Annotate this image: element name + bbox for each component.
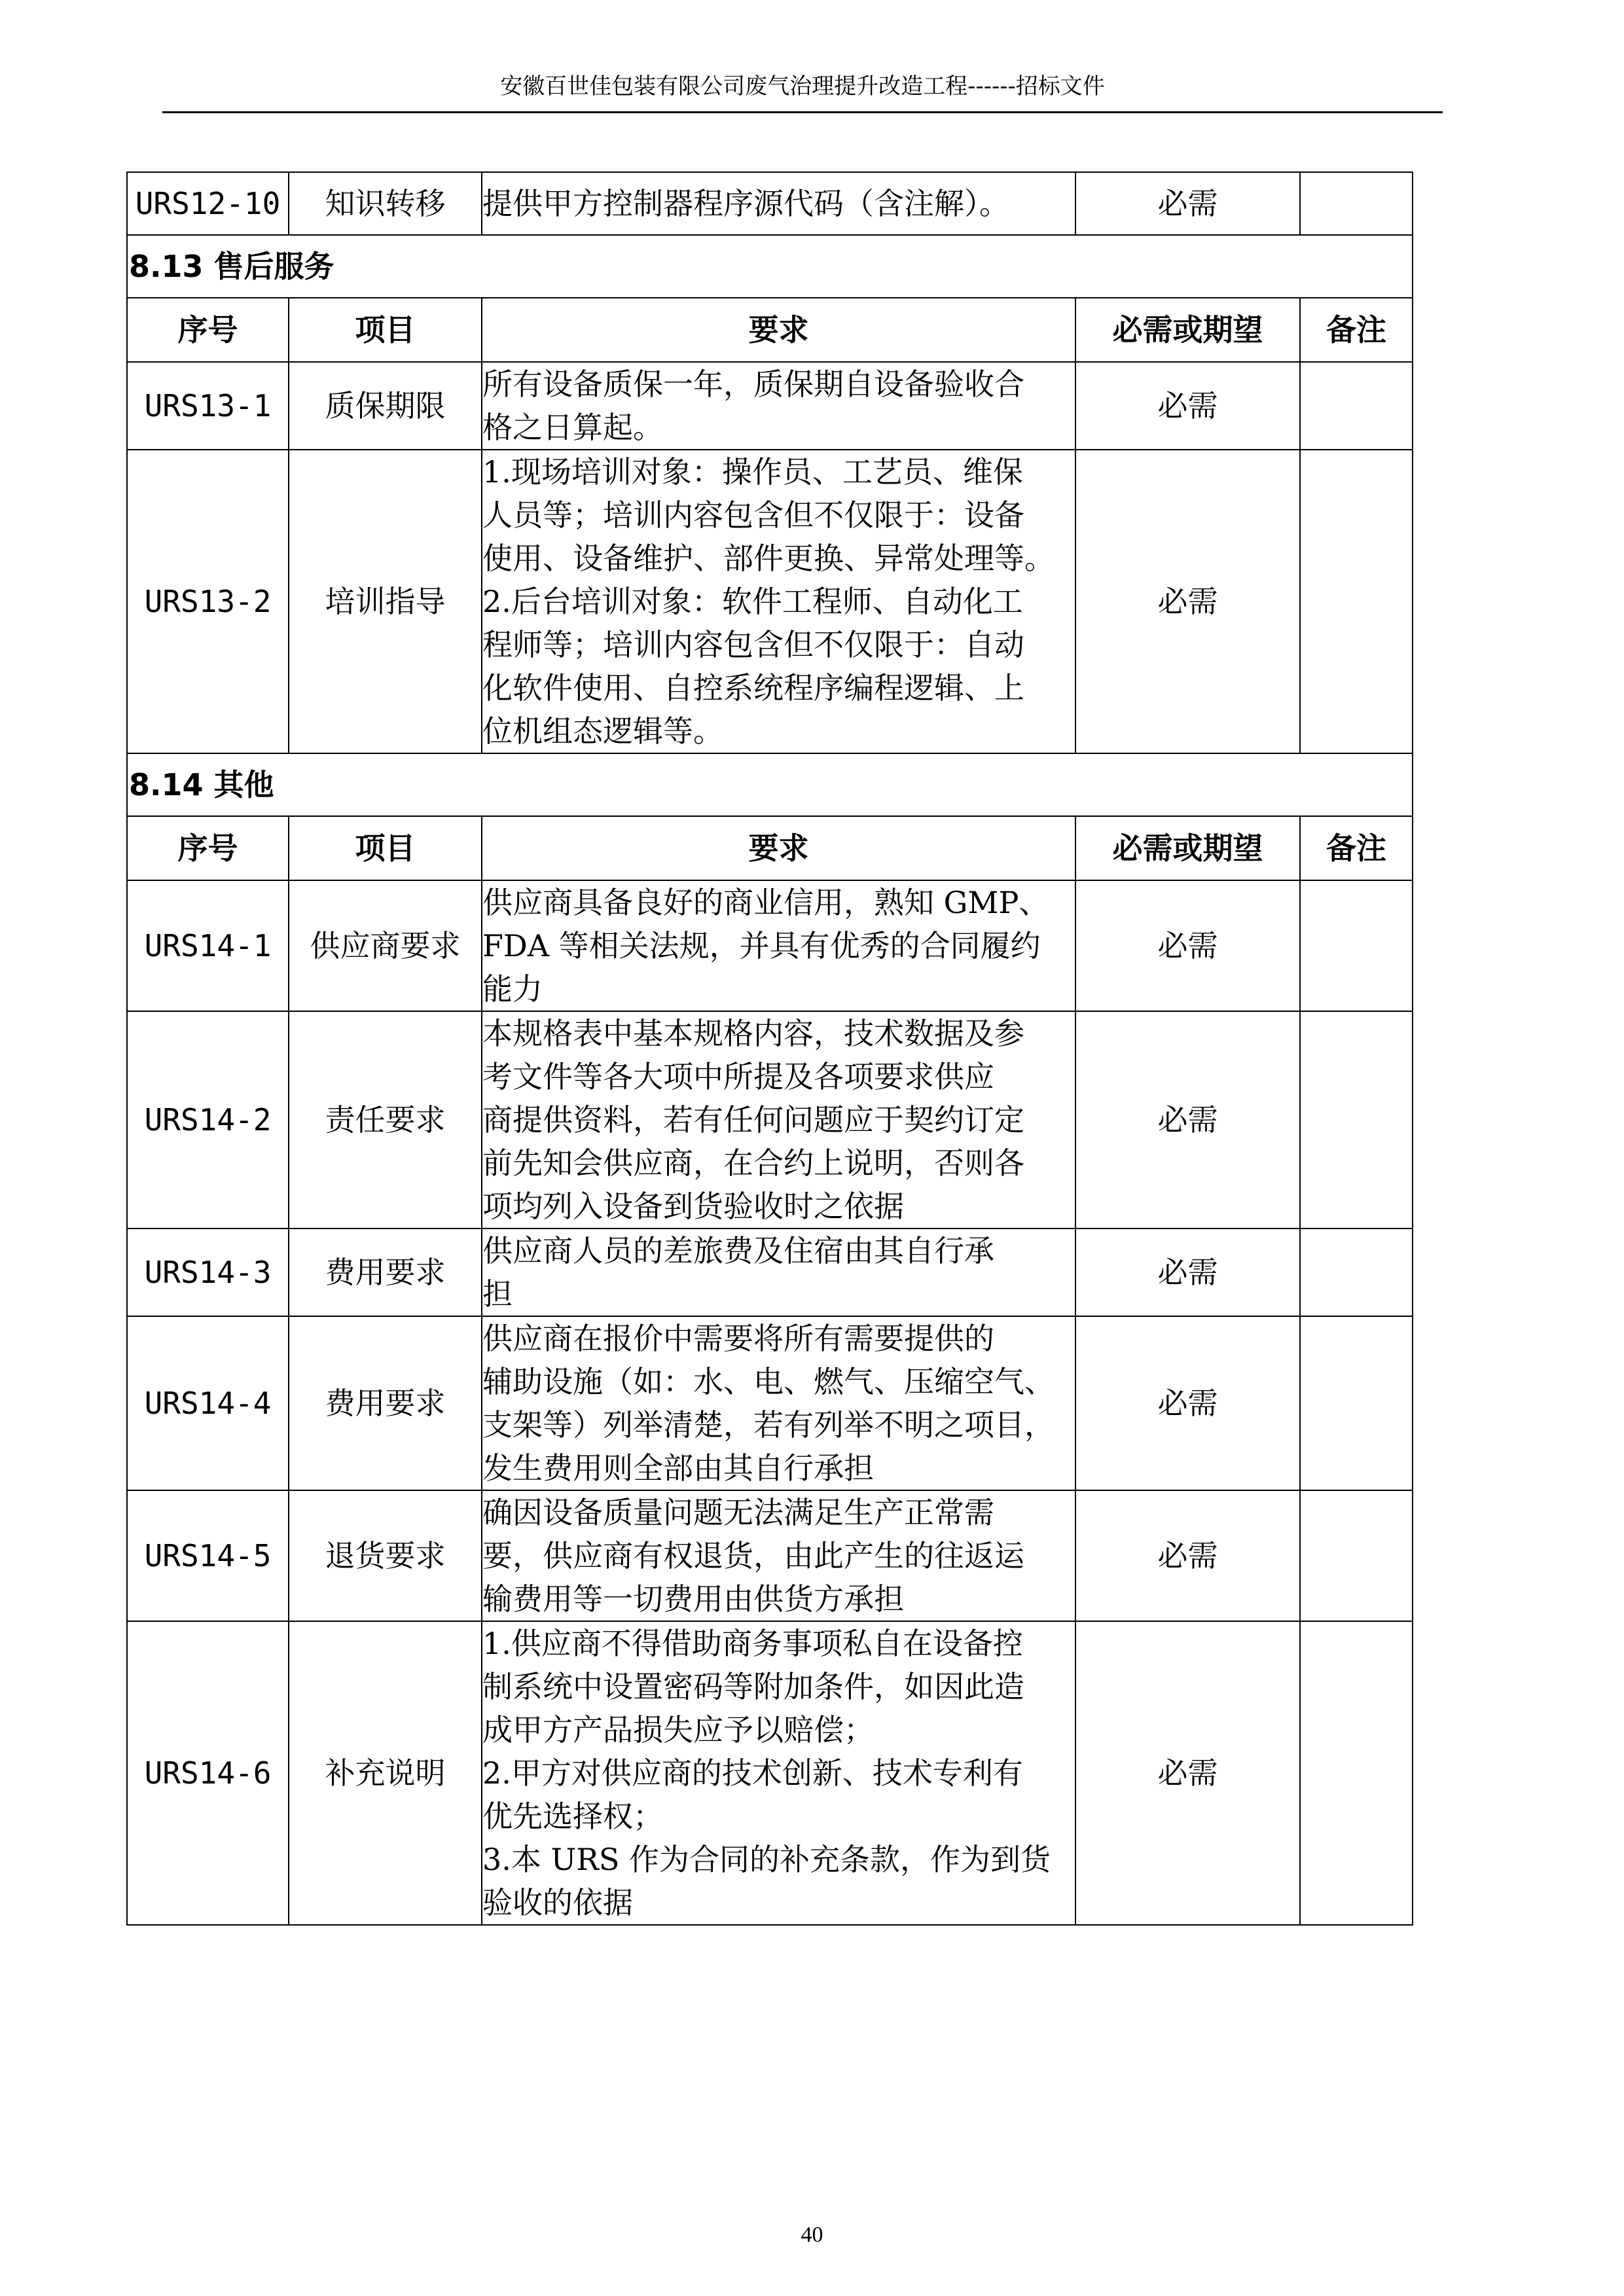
table-row	[127, 1011, 1413, 1229]
requirement-note	[1300, 1229, 1413, 1316]
table-row	[127, 880, 1413, 1011]
requirement-item: 责任要求	[289, 1011, 482, 1229]
requirement-id: URS14-1	[127, 880, 289, 1011]
requirement-line: 3.本 URS 作为合同的补充条款，作为到货	[482, 1842, 1051, 1877]
requirement-note	[1300, 1011, 1413, 1229]
requirement-line: 本规格表中基本规格内容，技术数据及参	[482, 1016, 1024, 1051]
requirement-need: 必需	[1075, 880, 1300, 1011]
table-row	[127, 1229, 1413, 1316]
requirement-text	[482, 362, 1075, 450]
column-header-note: 备注	[1300, 298, 1413, 362]
requirement-note	[1300, 1621, 1413, 1925]
requirement-id: URS14-3	[127, 1229, 289, 1316]
requirement-item: 退货要求	[289, 1490, 482, 1621]
requirement-line: 担	[482, 1276, 513, 1312]
table-row	[127, 172, 1413, 235]
section-title: 8.14 其他	[127, 753, 1413, 816]
column-header-row	[127, 816, 1413, 880]
requirement-line: 位机组态逻辑等。	[482, 713, 723, 749]
requirement-line: 优先选择权；	[482, 1799, 663, 1834]
table-row	[127, 450, 1413, 753]
requirement-line: 化软件使用、自控系统程序编程逻辑、上	[482, 670, 1024, 706]
requirement-line: 2.后台培训对象：软件工程师、自动化工	[482, 584, 1023, 619]
column-header-item: 项目	[289, 816, 482, 880]
urs-requirements-table	[126, 171, 1413, 1926]
requirement-item: 供应商要求	[289, 880, 482, 1011]
requirement-note	[1300, 362, 1413, 450]
requirement-text	[482, 1011, 1075, 1229]
requirement-note	[1300, 450, 1413, 753]
requirement-item: 质保期限	[289, 362, 482, 450]
requirement-line: 商提供资料，若有任何问题应于契约订定	[482, 1102, 1024, 1138]
requirement-line: 发生费用则全部由其自行承担	[482, 1450, 874, 1486]
requirement-line: 使用、设备维护、部件更换、异常处理等。	[482, 541, 1055, 576]
requirement-line: 验收的依据	[482, 1885, 633, 1920]
document-header: 安徽百世佳包装有限公司废气治理提升改造工程------招标文件	[500, 73, 1105, 99]
requirement-note	[1300, 172, 1413, 235]
section-heading-row	[127, 235, 1413, 298]
requirement-item: 费用要求	[289, 1229, 482, 1316]
requirement-text: 提供甲方控制器程序源代码（含注解）。	[482, 172, 1075, 235]
section-heading-row	[127, 753, 1413, 816]
requirement-line: 要，供应商有权退货，由此产生的往返运	[482, 1538, 1024, 1573]
requirement-line: 人员等；培训内容包含但不仅限于：设备	[482, 497, 1024, 533]
requirement-id: URS13-1	[127, 362, 289, 450]
requirement-line: 考文件等各大项中所提及各项要求供应	[482, 1059, 994, 1094]
requirement-need: 必需	[1075, 1229, 1300, 1316]
requirement-line: 所有设备质保一年，质保期自设备验收合	[482, 367, 1024, 402]
requirement-need: 必需	[1075, 1316, 1300, 1490]
column-header-item: 项目	[289, 298, 482, 362]
requirement-id: URS14-5	[127, 1490, 289, 1621]
column-header-requirement: 要求	[482, 816, 1075, 880]
requirement-line: 成甲方产品损失应予以赔偿；	[482, 1712, 874, 1748]
requirement-line: 供应商在报价中需要将所有需要提供的	[482, 1321, 994, 1356]
column-header-row	[127, 298, 1413, 362]
requirement-text	[482, 450, 1075, 753]
requirement-line: 1.供应商不得借助商务事项私自在设备控	[482, 1626, 1023, 1661]
requirement-text	[482, 1316, 1075, 1490]
section-title: 8.13 售后服务	[127, 235, 1413, 298]
requirement-line: 程师等；培训内容包含但不仅限于：自动	[482, 627, 1024, 662]
requirement-line: 供应商具备良好的商业信用，熟知 GMP、	[482, 885, 1049, 920]
table-row	[127, 362, 1413, 450]
requirement-text	[482, 1621, 1075, 1925]
requirement-line: 制系统中设置密码等附加条件，如因此造	[482, 1669, 1024, 1704]
requirement-line: 格之日算起。	[482, 410, 663, 445]
column-header-id: 序号	[127, 298, 289, 362]
requirement-item: 培训指导	[289, 450, 482, 753]
requirement-line: 供应商人员的差旅费及住宿由其自行承	[482, 1233, 994, 1268]
requirement-id: URS14-6	[127, 1621, 289, 1925]
requirement-note	[1300, 880, 1413, 1011]
table-row	[127, 1621, 1413, 1925]
requirement-need: 必需	[1075, 1490, 1300, 1621]
header-rule	[162, 111, 1443, 113]
requirement-line: 辅助设施（如：水、电、燃气、压缩空气、	[482, 1364, 1055, 1399]
requirement-line: 能力	[482, 971, 543, 1007]
page-number: 40	[801, 2223, 823, 2247]
requirement-id: URS14-4	[127, 1316, 289, 1490]
requirement-need: 必需	[1075, 172, 1300, 235]
column-header-note: 备注	[1300, 816, 1413, 880]
requirement-id: URS13-2	[127, 450, 289, 753]
requirement-line: 项均列入设备到货验收时之依据	[482, 1189, 904, 1224]
requirement-line: FDA 等相关法规，并具有优秀的合同履约	[482, 928, 1041, 963]
requirement-id: URS12-10	[127, 172, 289, 235]
requirement-text	[482, 1490, 1075, 1621]
column-header-need: 必需或期望	[1075, 816, 1300, 880]
requirement-need: 必需	[1075, 450, 1300, 753]
requirement-line: 确因设备质量问题无法满足生产正常需	[482, 1495, 994, 1530]
column-header-need: 必需或期望	[1075, 298, 1300, 362]
requirement-need: 必需	[1075, 362, 1300, 450]
requirement-item: 补充说明	[289, 1621, 482, 1925]
table-row	[127, 1316, 1413, 1490]
requirement-note	[1300, 1316, 1413, 1490]
requirement-line: 输费用等一切费用由供货方承担	[482, 1581, 904, 1617]
column-header-requirement: 要求	[482, 298, 1075, 362]
requirement-need: 必需	[1075, 1621, 1300, 1925]
table-row	[127, 1490, 1413, 1621]
requirement-text	[482, 880, 1075, 1011]
requirement-item: 费用要求	[289, 1316, 482, 1490]
requirement-line: 1.现场培训对象：操作员、工艺员、维保	[482, 454, 1023, 490]
requirement-note	[1300, 1490, 1413, 1621]
requirement-id: URS14-2	[127, 1011, 289, 1229]
requirement-line: 支架等）列举清楚，若有列举不明之项目，	[482, 1407, 1055, 1443]
column-header-id: 序号	[127, 816, 289, 880]
requirement-text	[482, 1229, 1075, 1316]
requirement-item: 知识转移	[289, 172, 482, 235]
requirement-line: 前先知会供应商，在合约上说明，否则各	[482, 1145, 1024, 1181]
requirement-need: 必需	[1075, 1011, 1300, 1229]
requirement-line: 2.甲方对供应商的技术创新、技术专利有	[482, 1755, 1023, 1791]
